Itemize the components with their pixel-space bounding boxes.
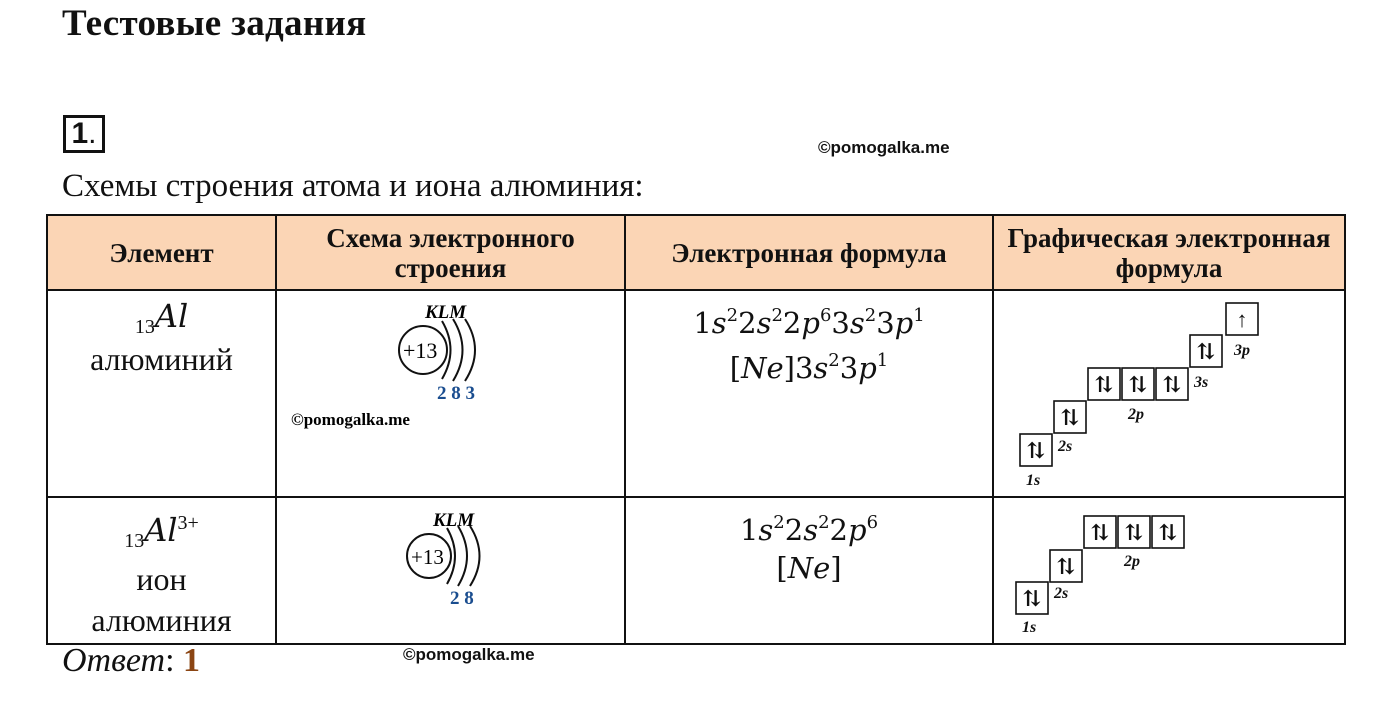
nucleus-charge: +13 — [403, 338, 438, 363]
shells-label: KLM — [425, 302, 467, 323]
element-name: ион — [136, 561, 187, 597]
task-number: 1 — [71, 117, 89, 150]
electron-counts: 2 8 3 — [437, 383, 475, 404]
answer-colon: : — [165, 642, 175, 679]
graphic-formula-cell — [993, 497, 1345, 644]
table-header-row — [47, 215, 1345, 290]
orbital-label: 2p — [1124, 553, 1140, 570]
orbital-diagram — [994, 498, 1342, 638]
spin-pair-arrows-icon: ⇅ — [1094, 372, 1114, 397]
orbital-label: 2s — [1058, 438, 1073, 455]
orbital-label: 2p — [1128, 406, 1144, 423]
orbital-label: 1s — [1022, 619, 1037, 636]
watermark: ©pomogalka.me — [403, 645, 535, 664]
formula-cell — [625, 290, 993, 497]
electron-shell-arc-icon — [465, 319, 475, 381]
answer-line — [62, 642, 200, 680]
spin-pair-arrows-icon: ⇅ — [1026, 438, 1046, 463]
spin-pair-arrows-icon: ⇅ — [1056, 554, 1076, 579]
formula-short: $[Ne]3s^23p^1$ — [729, 350, 889, 385]
electron-shell-arc-icon — [470, 526, 480, 586]
header-scheme: Схема электронного строения — [276, 215, 625, 290]
header-element: Элемент — [47, 215, 276, 290]
spin-pair-arrows-icon: ⇅ — [1162, 372, 1182, 397]
task-number-box — [63, 115, 105, 153]
element-symbol: $_{13}Al^{3+}$ — [124, 511, 199, 552]
task-number-dot: . — [88, 117, 97, 150]
formula-cell — [625, 497, 993, 644]
spin-pair-arrows-icon: ⇅ — [1090, 520, 1110, 545]
page-title: Тестовые задания — [62, 3, 367, 44]
element-symbol: $_{13}$Al — [134, 297, 189, 338]
watermark: ©pomogalka.me — [291, 410, 410, 429]
orbital-label: 3s — [1194, 374, 1209, 391]
graphic-formula-cell — [993, 290, 1345, 497]
element-name: алюминий — [90, 341, 233, 377]
spin-pair-arrows-icon: ⇅ — [1158, 520, 1178, 545]
element-name: алюминия — [91, 602, 232, 638]
spin-pair-arrows-icon: ⇅ — [1060, 405, 1080, 430]
spin-pair-arrows-icon: ⇅ — [1196, 339, 1216, 364]
electron-shell-scheme — [277, 498, 622, 638]
table-row — [47, 497, 1345, 644]
orbital-diagram — [994, 291, 1342, 491]
watermark: ©pomogalka.me — [818, 138, 950, 157]
formula-full: $1s^22s^22p^6$ — [739, 512, 879, 547]
scheme-cell — [276, 290, 625, 497]
scheme-cell — [276, 497, 625, 644]
task-intro-text: Схемы строения атома и иона алюминия: — [62, 168, 644, 204]
header-formula: Электронная формула — [625, 215, 993, 290]
spin-pair-arrows-icon: ⇅ — [1128, 372, 1148, 397]
structure-table — [46, 214, 1346, 645]
answer-value: 1 — [183, 642, 201, 679]
element-cell — [47, 290, 276, 497]
electron-shell-scheme — [277, 291, 622, 491]
formula-full: $1s^22s^22p^63s^23p^1$ — [693, 305, 925, 340]
shells-label: KLM — [433, 510, 475, 531]
nucleus-charge: +13 — [411, 545, 444, 569]
spin-up-arrow-icon: ↑ — [1236, 307, 1248, 332]
electron-counts: 2 8 — [450, 588, 474, 609]
table-row — [47, 290, 1345, 497]
element-cell — [47, 497, 276, 644]
spin-pair-arrows-icon: ⇅ — [1124, 520, 1144, 545]
spin-pair-arrows-icon: ⇅ — [1022, 586, 1042, 611]
header-graphic-formula: Графическая электронная формула — [993, 215, 1345, 290]
electron-shell-arc-icon — [453, 319, 463, 381]
orbital-label: 3p — [1234, 342, 1250, 359]
answer-label: Ответ — [62, 642, 166, 679]
electron-shell-arc-icon — [458, 526, 467, 586]
orbital-label: 2s — [1054, 585, 1069, 602]
formula-short: [Ne] — [776, 551, 842, 585]
orbital-label: 1s — [1026, 472, 1041, 489]
